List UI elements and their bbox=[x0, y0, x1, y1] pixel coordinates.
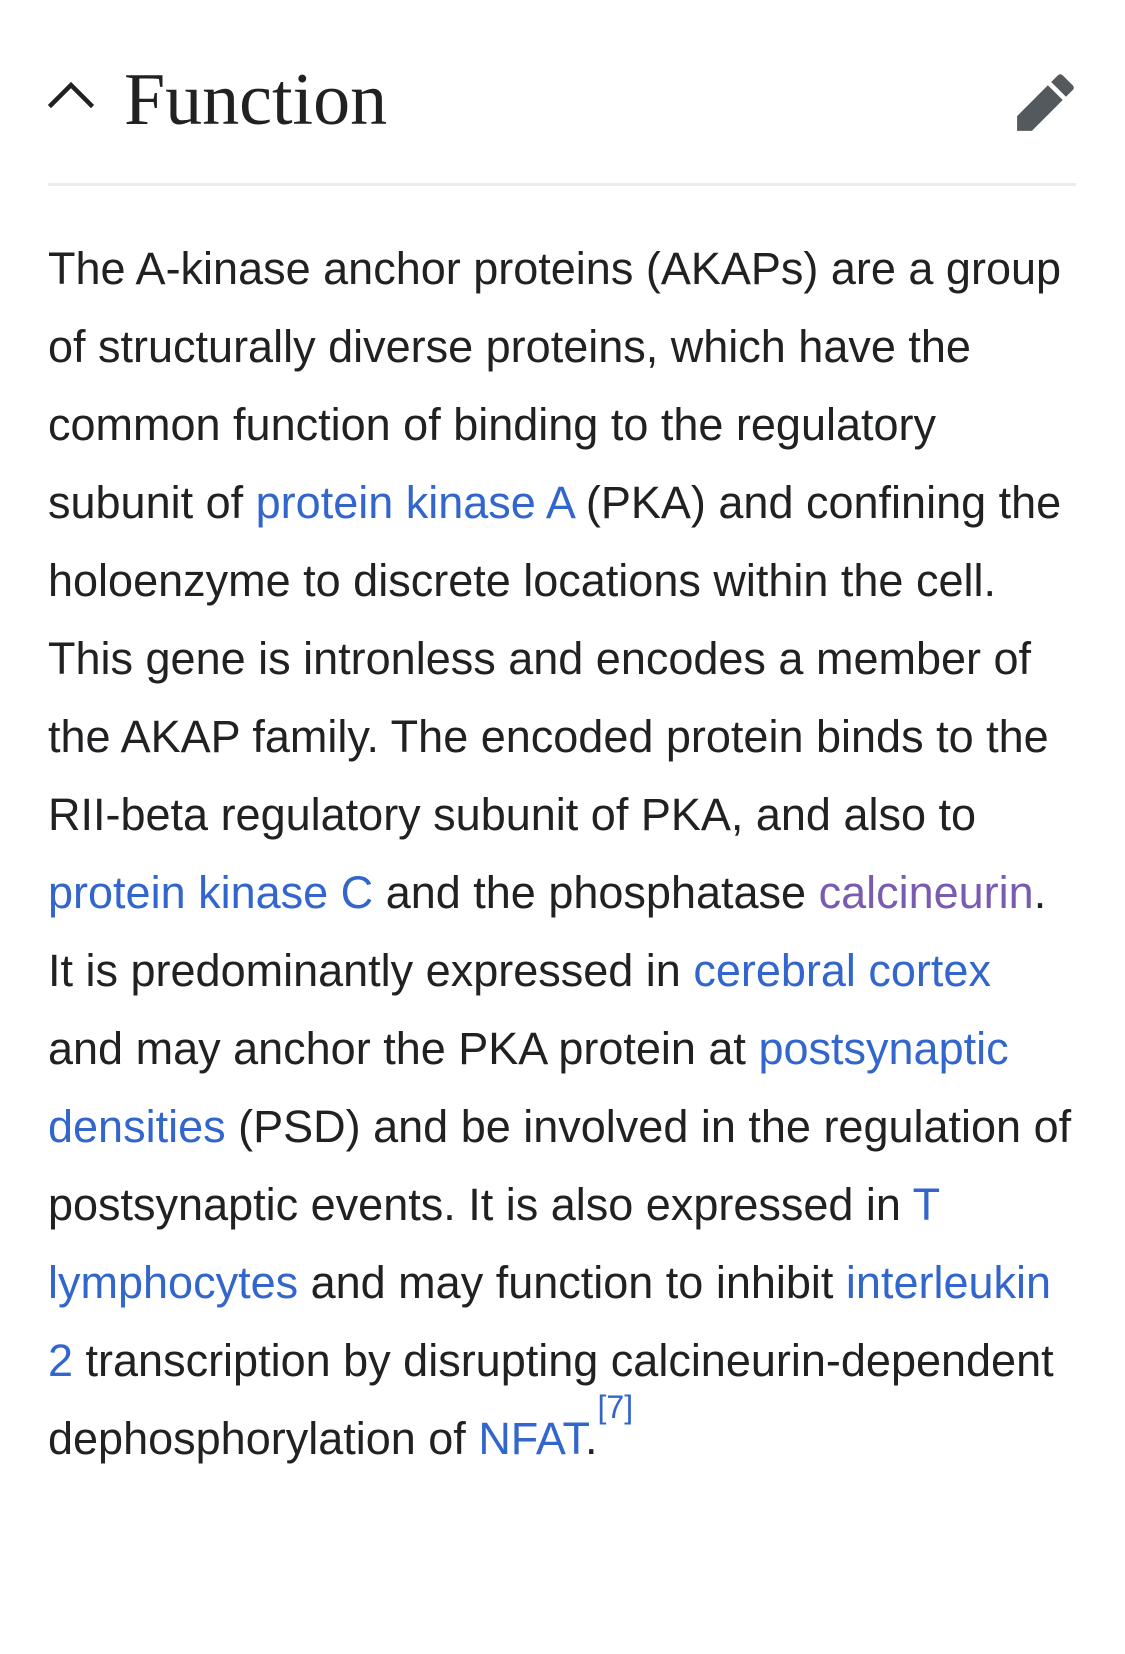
paragraph-text: (PKA) and confining the holoenzyme to discrete locations within the cell. This gene is intronless and encodes a member of the AKAP family. The encoded protein binds to the RII-beta regulatory subunit of PKA, and also to bbox=[48, 477, 1062, 840]
link-protein-kinase-c[interactable]: protein kinase C bbox=[48, 867, 374, 918]
link-calcineurin[interactable]: calcineurin bbox=[818, 867, 1034, 918]
paragraph-text: and the phosphatase bbox=[373, 867, 819, 918]
link-nfat[interactable]: NFAT bbox=[478, 1413, 585, 1464]
citation-link[interactable]: [7] bbox=[597, 1389, 634, 1425]
pencil-icon[interactable] bbox=[1014, 72, 1076, 134]
link-interleukin-2[interactable]: interleukin 2 bbox=[48, 1257, 1052, 1386]
chevron-up-icon[interactable] bbox=[48, 78, 94, 108]
section-title: Function bbox=[124, 59, 388, 141]
paragraph-text: . bbox=[585, 1413, 598, 1464]
section-header[interactable] bbox=[48, 0, 1076, 186]
paragraph-text: . It is predominantly expressed in bbox=[48, 867, 1047, 996]
link-cerebral-cortex[interactable]: cerebral cortex bbox=[693, 945, 991, 996]
section-paragraph bbox=[48, 186, 1076, 1478]
paragraph-text: The A-kinase anchor proteins (AKAPs) are a group of structurally diverse proteins, which have the common function of binding to the regulatory subunit of bbox=[48, 243, 1062, 528]
citation-reference bbox=[598, 1389, 634, 1425]
paragraph-text: transcription by disrupting calcineurin-dependent dephosphorylation of bbox=[48, 1335, 1054, 1464]
paragraph-text: and may function to inhibit bbox=[298, 1257, 846, 1308]
link-t-lymphocytes[interactable]: T lymphocytes bbox=[48, 1179, 940, 1308]
function-section bbox=[48, 0, 1076, 1478]
link-postsynaptic-densities[interactable]: postsynaptic densities bbox=[48, 1023, 1009, 1152]
paragraph-text: and may anchor the PKA protein at bbox=[48, 1023, 759, 1074]
link-protein-kinase-a[interactable]: protein kinase A bbox=[255, 477, 574, 528]
paragraph-text: (PSD) and be involved in the regulation of postsynaptic events. It is also expressed in bbox=[48, 1101, 1072, 1230]
